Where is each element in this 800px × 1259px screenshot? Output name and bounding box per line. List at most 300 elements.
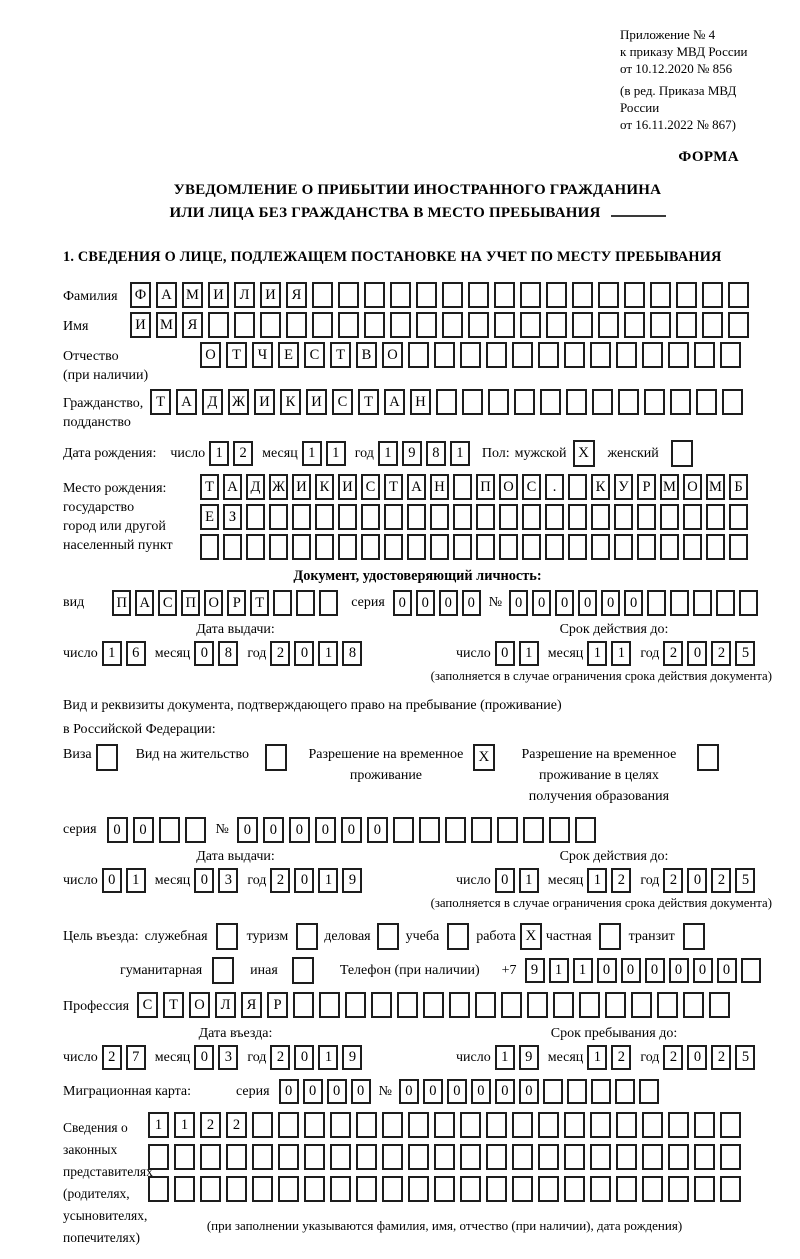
char-box[interactable]	[226, 1176, 247, 1202]
char-box[interactable]	[273, 590, 292, 616]
entry-month[interactable]	[194, 1045, 238, 1070]
stay-year[interactable]	[663, 1045, 755, 1070]
migration-number-field[interactable]	[399, 1079, 659, 1104]
char-box[interactable]: 0	[416, 590, 435, 616]
char-box[interactable]: 2	[663, 641, 683, 666]
char-box[interactable]	[407, 504, 426, 530]
char-box[interactable]: А	[176, 389, 197, 415]
char-box[interactable]: Е	[278, 342, 299, 368]
char-box[interactable]: И	[254, 389, 275, 415]
representatives-row-3[interactable]	[148, 1176, 741, 1202]
checkbox-private[interactable]	[599, 923, 621, 950]
char-box[interactable]	[545, 534, 564, 560]
char-box[interactable]: 5	[735, 641, 755, 666]
char-box[interactable]: Т	[384, 474, 403, 500]
phone-field[interactable]	[525, 958, 761, 983]
checkbox-business[interactable]	[377, 923, 399, 950]
char-box[interactable]: Я	[241, 992, 262, 1018]
profession-field[interactable]	[137, 992, 730, 1018]
char-box[interactable]: 5	[735, 1045, 755, 1070]
char-box[interactable]	[590, 1176, 611, 1202]
char-box[interactable]: 1	[450, 441, 470, 466]
char-box[interactable]	[568, 534, 587, 560]
char-box[interactable]	[312, 312, 333, 338]
char-box[interactable]: .	[545, 474, 564, 500]
char-box[interactable]: Т	[150, 389, 171, 415]
char-box[interactable]	[416, 312, 437, 338]
char-box[interactable]	[728, 312, 749, 338]
entry-day[interactable]	[102, 1045, 146, 1070]
char-box[interactable]: О	[683, 474, 702, 500]
char-box[interactable]: 1	[519, 641, 539, 666]
char-box[interactable]	[408, 1144, 429, 1170]
char-box[interactable]	[159, 817, 180, 843]
char-box[interactable]	[720, 1144, 741, 1170]
char-box[interactable]	[644, 389, 665, 415]
char-box[interactable]: 1	[326, 441, 346, 466]
char-box[interactable]	[345, 992, 366, 1018]
char-box[interactable]: 0	[107, 817, 128, 843]
char-box[interactable]	[538, 1176, 559, 1202]
char-box[interactable]: 0	[194, 641, 214, 666]
char-box[interactable]	[200, 1176, 221, 1202]
char-box[interactable]	[364, 312, 385, 338]
checkbox-transit[interactable]	[683, 923, 705, 950]
char-box[interactable]	[315, 534, 334, 560]
char-box[interactable]: 0	[693, 958, 713, 983]
char-box[interactable]	[614, 534, 633, 560]
char-box[interactable]: М	[706, 474, 725, 500]
char-box[interactable]	[543, 1079, 563, 1104]
char-box[interactable]	[416, 282, 437, 308]
char-box[interactable]	[384, 504, 403, 530]
char-box[interactable]	[382, 1144, 403, 1170]
residence-series-field[interactable]	[107, 817, 206, 843]
char-box[interactable]: И	[260, 282, 281, 308]
char-box[interactable]: 0	[102, 868, 122, 893]
char-box[interactable]	[590, 1144, 611, 1170]
char-box[interactable]	[408, 342, 429, 368]
char-box[interactable]	[683, 534, 702, 560]
char-box[interactable]	[488, 389, 509, 415]
char-box[interactable]	[694, 1176, 715, 1202]
char-box[interactable]: 2	[663, 1045, 683, 1070]
char-box[interactable]	[716, 590, 735, 616]
char-box[interactable]	[590, 1112, 611, 1138]
char-box[interactable]	[592, 389, 613, 415]
char-box[interactable]	[722, 389, 743, 415]
char-box[interactable]: 0	[519, 1079, 539, 1104]
char-box[interactable]: Р	[267, 992, 288, 1018]
char-box[interactable]	[660, 504, 679, 530]
char-box[interactable]	[397, 992, 418, 1018]
char-box[interactable]: Я	[182, 312, 203, 338]
char-box[interactable]: П	[476, 474, 495, 500]
char-box[interactable]: 2	[711, 1045, 731, 1070]
representatives-row-1[interactable]	[148, 1112, 741, 1138]
char-box[interactable]: А	[135, 590, 154, 616]
doc-issue-year[interactable]	[270, 641, 362, 666]
checkbox-tourism[interactable]	[296, 923, 318, 950]
char-box[interactable]	[390, 282, 411, 308]
char-box[interactable]: 2	[711, 641, 731, 666]
char-box[interactable]	[549, 817, 570, 843]
char-box[interactable]: Я	[286, 282, 307, 308]
char-box[interactable]	[591, 534, 610, 560]
char-box[interactable]	[408, 1112, 429, 1138]
char-box[interactable]	[371, 992, 392, 1018]
char-box[interactable]: А	[407, 474, 426, 500]
char-box[interactable]	[616, 1112, 637, 1138]
char-box[interactable]	[486, 342, 507, 368]
char-box[interactable]	[639, 1079, 659, 1104]
char-box[interactable]: 0	[687, 641, 707, 666]
checkbox-temp-residence[interactable]: X	[473, 744, 495, 771]
char-box[interactable]	[423, 992, 444, 1018]
char-box[interactable]: К	[315, 474, 334, 500]
char-box[interactable]: С	[158, 590, 177, 616]
char-box[interactable]: 0	[601, 590, 620, 616]
char-box[interactable]: А	[156, 282, 177, 308]
char-box[interactable]	[292, 504, 311, 530]
char-box[interactable]	[512, 1176, 533, 1202]
char-box[interactable]	[564, 1144, 585, 1170]
char-box[interactable]	[694, 342, 715, 368]
char-box[interactable]	[338, 282, 359, 308]
char-box[interactable]	[614, 504, 633, 530]
char-box[interactable]: 2	[663, 868, 683, 893]
char-box[interactable]	[591, 504, 610, 530]
char-box[interactable]	[683, 992, 704, 1018]
char-box[interactable]	[476, 504, 495, 530]
char-box[interactable]	[486, 1144, 507, 1170]
char-box[interactable]	[605, 992, 626, 1018]
doc-valid-year[interactable]	[663, 641, 755, 666]
char-box[interactable]	[657, 992, 678, 1018]
char-box[interactable]	[512, 342, 533, 368]
char-box[interactable]: И	[130, 312, 151, 338]
char-box[interactable]: 0	[597, 958, 617, 983]
char-box[interactable]	[407, 534, 426, 560]
char-box[interactable]: 9	[525, 958, 545, 983]
char-box[interactable]: К	[591, 474, 610, 500]
char-box[interactable]: 2	[226, 1112, 247, 1138]
char-box[interactable]	[338, 504, 357, 530]
char-box[interactable]	[460, 1144, 481, 1170]
char-box[interactable]	[676, 312, 697, 338]
char-box[interactable]: 1	[573, 958, 593, 983]
char-box[interactable]: И	[338, 474, 357, 500]
char-box[interactable]	[419, 817, 440, 843]
char-box[interactable]	[572, 312, 593, 338]
char-box[interactable]	[486, 1176, 507, 1202]
char-box[interactable]	[538, 1112, 559, 1138]
char-box[interactable]	[361, 504, 380, 530]
residence-valid-day[interactable]	[495, 868, 539, 893]
char-box[interactable]	[650, 312, 671, 338]
char-box[interactable]	[468, 312, 489, 338]
char-box[interactable]	[624, 312, 645, 338]
char-box[interactable]: 1	[587, 641, 607, 666]
doc-kind-field[interactable]	[112, 590, 338, 616]
char-box[interactable]: О	[499, 474, 518, 500]
char-box[interactable]: 0	[447, 1079, 467, 1104]
char-box[interactable]	[338, 534, 357, 560]
char-box[interactable]	[174, 1176, 195, 1202]
char-box[interactable]	[566, 389, 587, 415]
checkbox-work[interactable]: X	[520, 923, 542, 950]
residence-valid-month[interactable]	[587, 868, 631, 893]
char-box[interactable]: 6	[126, 641, 146, 666]
char-box[interactable]: 0	[327, 1079, 347, 1104]
char-box[interactable]	[475, 992, 496, 1018]
char-box[interactable]	[523, 817, 544, 843]
char-box[interactable]: Ж	[228, 389, 249, 415]
char-box[interactable]	[246, 504, 265, 530]
char-box[interactable]: 9	[342, 1045, 362, 1070]
char-box[interactable]: Б	[729, 474, 748, 500]
char-box[interactable]: Е	[200, 504, 219, 530]
char-box[interactable]: 5	[735, 868, 755, 893]
char-box[interactable]: 1	[318, 1045, 338, 1070]
char-box[interactable]	[512, 1144, 533, 1170]
migration-series-field[interactable]	[279, 1079, 371, 1104]
char-box[interactable]	[312, 282, 333, 308]
char-box[interactable]	[390, 312, 411, 338]
char-box[interactable]	[642, 1112, 663, 1138]
char-box[interactable]	[382, 1176, 403, 1202]
char-box[interactable]: 0	[237, 817, 258, 843]
char-box[interactable]	[200, 534, 219, 560]
char-box[interactable]	[696, 389, 717, 415]
char-box[interactable]	[286, 312, 307, 338]
char-box[interactable]: 0	[399, 1079, 419, 1104]
char-box[interactable]	[393, 817, 414, 843]
char-box[interactable]	[148, 1144, 169, 1170]
char-box[interactable]	[246, 534, 265, 560]
char-box[interactable]: 2	[270, 641, 290, 666]
name-field[interactable]	[130, 312, 749, 338]
char-box[interactable]: Ф	[130, 282, 151, 308]
char-box[interactable]	[694, 1144, 715, 1170]
char-box[interactable]	[575, 817, 596, 843]
char-box[interactable]: С	[522, 474, 541, 500]
char-box[interactable]	[278, 1112, 299, 1138]
char-box[interactable]	[453, 504, 472, 530]
char-box[interactable]: 0	[294, 1045, 314, 1070]
char-box[interactable]	[538, 1144, 559, 1170]
stay-month[interactable]	[587, 1045, 631, 1070]
char-box[interactable]: И	[306, 389, 327, 415]
doc-number-field[interactable]	[509, 590, 758, 616]
char-box[interactable]: 0	[294, 868, 314, 893]
char-box[interactable]: П	[181, 590, 200, 616]
char-box[interactable]	[356, 1144, 377, 1170]
char-box[interactable]: 0	[687, 1045, 707, 1070]
char-box[interactable]: 2	[102, 1045, 122, 1070]
char-box[interactable]	[382, 1112, 403, 1138]
char-box[interactable]: М	[156, 312, 177, 338]
char-box[interactable]: 8	[342, 641, 362, 666]
char-box[interactable]	[434, 1176, 455, 1202]
char-box[interactable]	[499, 534, 518, 560]
checkbox-female[interactable]	[671, 440, 693, 467]
char-box[interactable]	[514, 389, 535, 415]
char-box[interactable]	[670, 590, 689, 616]
char-box[interactable]: 1	[611, 641, 631, 666]
char-box[interactable]	[728, 282, 749, 308]
doc-issue-month[interactable]	[194, 641, 238, 666]
char-box[interactable]: И	[208, 282, 229, 308]
char-box[interactable]: А	[223, 474, 242, 500]
char-box[interactable]: 0	[717, 958, 737, 983]
char-box[interactable]	[319, 992, 340, 1018]
char-box[interactable]	[174, 1144, 195, 1170]
char-box[interactable]	[252, 1112, 273, 1138]
char-box[interactable]	[720, 1112, 741, 1138]
char-box[interactable]	[598, 282, 619, 308]
char-box[interactable]	[702, 282, 723, 308]
char-box[interactable]: 0	[423, 1079, 443, 1104]
char-box[interactable]: С	[332, 389, 353, 415]
birth-place-row-2[interactable]	[200, 504, 748, 530]
char-box[interactable]: 0	[133, 817, 154, 843]
char-box[interactable]: 0	[303, 1079, 323, 1104]
char-box[interactable]	[520, 282, 541, 308]
char-box[interactable]	[462, 389, 483, 415]
char-box[interactable]	[252, 1176, 273, 1202]
char-box[interactable]: 0	[645, 958, 665, 983]
char-box[interactable]	[564, 342, 585, 368]
char-box[interactable]	[568, 504, 587, 530]
char-box[interactable]: Т	[358, 389, 379, 415]
char-box[interactable]	[615, 1079, 635, 1104]
checkbox-residence-permit[interactable]	[265, 744, 287, 771]
patronymic-field[interactable]	[200, 342, 741, 368]
char-box[interactable]: 0	[194, 868, 214, 893]
char-box[interactable]	[453, 474, 472, 500]
char-box[interactable]: 1	[102, 641, 122, 666]
char-box[interactable]: 0	[194, 1045, 214, 1070]
char-box[interactable]	[642, 342, 663, 368]
char-box[interactable]	[553, 992, 574, 1018]
char-box[interactable]	[330, 1176, 351, 1202]
citizenship-field[interactable]	[150, 389, 743, 415]
birth-place-row-1[interactable]	[200, 474, 748, 500]
char-box[interactable]: 1	[587, 868, 607, 893]
char-box[interactable]: М	[182, 282, 203, 308]
char-box[interactable]	[434, 1144, 455, 1170]
char-box[interactable]: 9	[402, 441, 422, 466]
char-box[interactable]	[741, 958, 761, 983]
char-box[interactable]	[434, 342, 455, 368]
char-box[interactable]	[512, 1112, 533, 1138]
char-box[interactable]	[442, 312, 463, 338]
char-box[interactable]	[384, 534, 403, 560]
char-box[interactable]: 2	[270, 868, 290, 893]
char-box[interactable]	[296, 590, 315, 616]
char-box[interactable]: Л	[234, 282, 255, 308]
char-box[interactable]: 1	[174, 1112, 195, 1138]
checkbox-study[interactable]	[447, 923, 469, 950]
checkbox-humanitarian[interactable]	[212, 957, 234, 984]
char-box[interactable]	[572, 282, 593, 308]
char-box[interactable]: 1	[302, 441, 322, 466]
char-box[interactable]: 1	[126, 868, 146, 893]
char-box[interactable]	[720, 342, 741, 368]
char-box[interactable]	[631, 992, 652, 1018]
char-box[interactable]: 0	[621, 958, 641, 983]
char-box[interactable]	[434, 1112, 455, 1138]
char-box[interactable]	[468, 282, 489, 308]
char-box[interactable]: К	[280, 389, 301, 415]
char-box[interactable]	[676, 282, 697, 308]
char-box[interactable]: 1	[378, 441, 398, 466]
char-box[interactable]	[497, 817, 518, 843]
char-box[interactable]	[546, 282, 567, 308]
char-box[interactable]: 0	[294, 641, 314, 666]
char-box[interactable]	[234, 312, 255, 338]
char-box[interactable]	[430, 504, 449, 530]
char-box[interactable]: Ч	[252, 342, 273, 368]
char-box[interactable]	[650, 282, 671, 308]
char-box[interactable]	[637, 534, 656, 560]
char-box[interactable]: 1	[209, 441, 229, 466]
birth-year-field[interactable]	[378, 441, 470, 466]
char-box[interactable]: О	[200, 342, 221, 368]
char-box[interactable]: 0	[367, 817, 388, 843]
checkbox-visa[interactable]	[96, 744, 118, 771]
char-box[interactable]: Д	[246, 474, 265, 500]
char-box[interactable]: 1	[318, 868, 338, 893]
char-box[interactable]	[430, 534, 449, 560]
char-box[interactable]: 7	[126, 1045, 146, 1070]
char-box[interactable]	[278, 1176, 299, 1202]
char-box[interactable]: 1	[495, 1045, 515, 1070]
doc-valid-month[interactable]	[587, 641, 631, 666]
char-box[interactable]	[436, 389, 457, 415]
char-box[interactable]	[445, 817, 466, 843]
char-box[interactable]	[471, 817, 492, 843]
char-box[interactable]	[545, 504, 564, 530]
char-box[interactable]	[522, 534, 541, 560]
birth-place-row-3[interactable]	[200, 534, 748, 560]
char-box[interactable]: У	[614, 474, 633, 500]
char-box[interactable]: 2	[711, 868, 731, 893]
char-box[interactable]: 0	[471, 1079, 491, 1104]
char-box[interactable]	[148, 1176, 169, 1202]
char-box[interactable]: С	[304, 342, 325, 368]
char-box[interactable]: 1	[519, 868, 539, 893]
char-box[interactable]	[361, 534, 380, 560]
char-box[interactable]: В	[356, 342, 377, 368]
char-box[interactable]: Т	[250, 590, 269, 616]
char-box[interactable]	[449, 992, 470, 1018]
char-box[interactable]: Р	[637, 474, 656, 500]
char-box[interactable]: 0	[669, 958, 689, 983]
char-box[interactable]	[185, 817, 206, 843]
char-box[interactable]: 0	[351, 1079, 371, 1104]
char-box[interactable]	[660, 534, 679, 560]
char-box[interactable]	[486, 1112, 507, 1138]
char-box[interactable]: 0	[289, 817, 310, 843]
char-box[interactable]	[668, 342, 689, 368]
char-box[interactable]: 1	[549, 958, 569, 983]
char-box[interactable]	[501, 992, 522, 1018]
char-box[interactable]: 0	[687, 868, 707, 893]
char-box[interactable]	[591, 1079, 611, 1104]
char-box[interactable]: О	[204, 590, 223, 616]
